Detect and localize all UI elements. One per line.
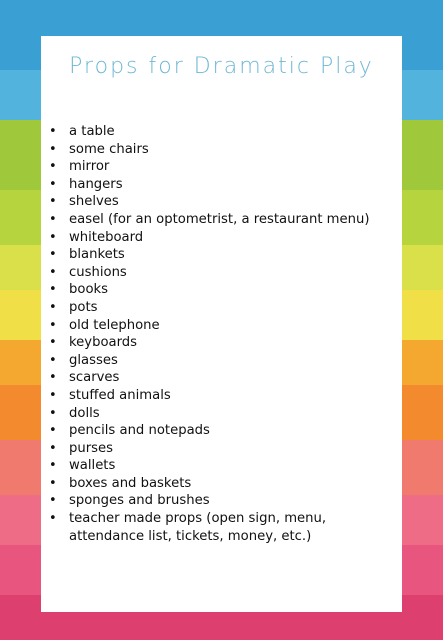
bullet-icon: • bbox=[49, 352, 57, 368]
list-item bbox=[41, 422, 402, 440]
list-item bbox=[41, 193, 402, 211]
bullet-icon: • bbox=[49, 159, 57, 175]
bullet-icon: • bbox=[49, 299, 57, 315]
bullet-icon: • bbox=[49, 141, 57, 157]
page-title: Props for Dramatic Play bbox=[69, 54, 374, 79]
list-item bbox=[41, 387, 402, 405]
list-item bbox=[41, 211, 402, 229]
list-item-text: easel (for an optometrist, a restaurant menu) bbox=[69, 211, 370, 227]
bullet-icon: • bbox=[49, 493, 57, 509]
bullet-icon: • bbox=[49, 370, 57, 386]
list-item-text: scarves bbox=[69, 370, 120, 386]
props-card bbox=[41, 36, 402, 612]
props-list bbox=[41, 123, 402, 545]
list-item-text: teacher made props (open sign, menu, attendance list, tickets, money, etc.) bbox=[69, 511, 327, 544]
list-item-text: pots bbox=[69, 299, 98, 315]
bullet-icon: • bbox=[49, 440, 57, 456]
list-item bbox=[41, 475, 402, 493]
bullet-icon: • bbox=[49, 264, 57, 280]
list-item-text: hangers bbox=[69, 176, 123, 192]
list-item-text: blankets bbox=[69, 247, 125, 263]
list-item-text: cushions bbox=[69, 264, 127, 280]
list-item bbox=[41, 141, 402, 159]
bullet-icon: • bbox=[49, 423, 57, 439]
list-item-text: dolls bbox=[69, 405, 100, 421]
list-item-text: a table bbox=[69, 124, 115, 139]
bullet-icon: • bbox=[49, 194, 57, 210]
list-item-text: whiteboard bbox=[69, 229, 144, 245]
bullet-icon: • bbox=[49, 317, 57, 333]
bullet-icon: • bbox=[49, 458, 57, 474]
list-item bbox=[41, 334, 402, 352]
bullet-icon: • bbox=[49, 176, 57, 192]
list-item bbox=[41, 510, 402, 545]
list-item bbox=[41, 405, 402, 423]
bullet-icon: • bbox=[49, 282, 57, 298]
list-item bbox=[41, 492, 402, 510]
list-item-text: sponges and brushes bbox=[69, 493, 210, 509]
list-item-text: books bbox=[69, 282, 109, 298]
list-item bbox=[41, 246, 402, 264]
list-item-text: mirror bbox=[69, 159, 110, 175]
list-item bbox=[41, 229, 402, 247]
list-item bbox=[41, 299, 402, 317]
bullet-icon: • bbox=[49, 124, 57, 139]
bullet-icon: • bbox=[49, 211, 57, 227]
list-item-text: boxes and baskets bbox=[69, 475, 192, 491]
list-item-text: shelves bbox=[69, 194, 119, 210]
list-item-text: purses bbox=[69, 440, 114, 456]
list-item bbox=[41, 352, 402, 370]
list-item bbox=[41, 176, 402, 194]
list-item bbox=[41, 440, 402, 458]
bullet-icon: • bbox=[49, 387, 57, 403]
bullet-icon: • bbox=[49, 247, 57, 263]
list-item-text: wallets bbox=[69, 458, 116, 474]
list-item-text: stuffed animals bbox=[69, 387, 171, 403]
list-item bbox=[41, 457, 402, 475]
list-item-text: some chairs bbox=[69, 141, 149, 157]
bullet-icon: • bbox=[49, 475, 57, 491]
list-item bbox=[41, 158, 402, 176]
list-item-text: glasses bbox=[69, 352, 118, 368]
list-item bbox=[41, 264, 402, 282]
bullet-icon: • bbox=[49, 405, 57, 421]
list-item bbox=[41, 317, 402, 335]
bullet-icon: • bbox=[49, 335, 57, 351]
list-item bbox=[41, 123, 402, 141]
bullet-icon: • bbox=[49, 229, 57, 245]
bullet-icon: • bbox=[49, 511, 57, 527]
list-item bbox=[41, 281, 402, 299]
list-item-text: old telephone bbox=[69, 317, 160, 333]
list-item-text: pencils and notepads bbox=[69, 423, 210, 439]
list-item-text: keyboards bbox=[69, 335, 138, 351]
list-item bbox=[41, 369, 402, 387]
